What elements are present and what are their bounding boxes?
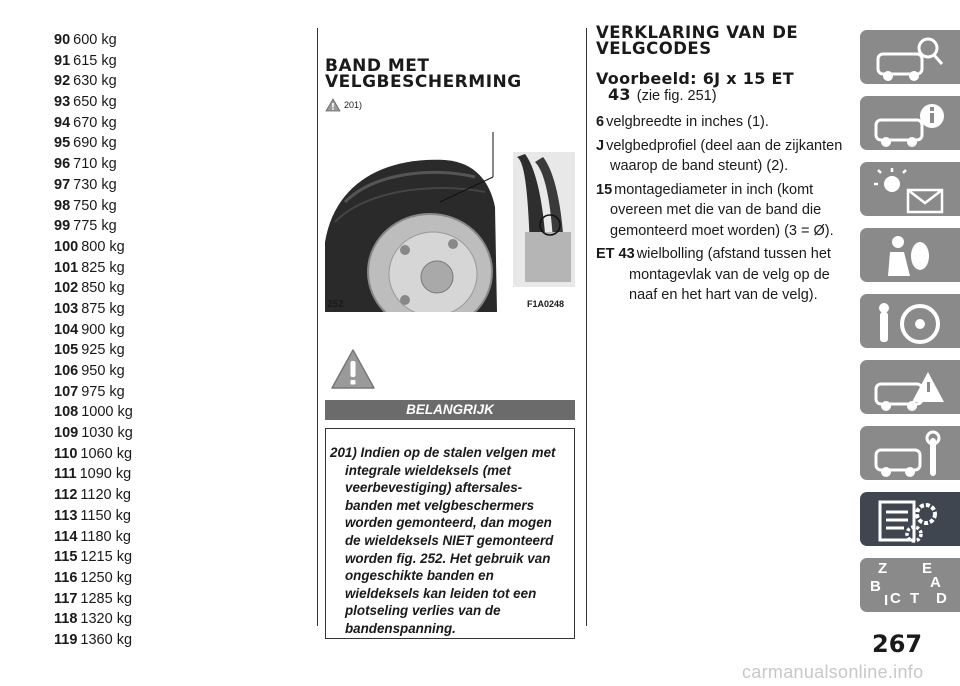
rim-protector-section <box>325 58 575 90</box>
chapter-tab[interactable] <box>860 558 960 612</box>
load-index-value: 670 kg <box>73 114 117 131</box>
load-index-row <box>54 175 284 196</box>
code-definition <box>596 180 846 242</box>
load-index-row <box>54 485 284 506</box>
load-index-number: 92 <box>54 73 71 90</box>
small-warning-icon <box>325 98 341 112</box>
load-index-row <box>54 609 284 630</box>
car-search-icon <box>870 34 950 82</box>
index-letter: I <box>884 592 889 609</box>
warning-reference-text: 201) <box>344 100 363 110</box>
chapter-tab[interactable] <box>860 294 960 348</box>
load-index-number: 113 <box>54 507 78 524</box>
code-description: montagediameter in inch (komt <box>614 181 814 198</box>
car-warning-icon <box>870 364 950 412</box>
load-index-number: 108 <box>54 404 79 421</box>
load-index-row <box>54 527 284 548</box>
load-index-value: 1320 kg <box>80 611 133 628</box>
load-index-row <box>54 258 284 279</box>
load-index-number: 94 <box>54 114 71 131</box>
load-index-value: 1150 kg <box>80 507 131 524</box>
column-divider-left <box>317 28 318 626</box>
car-info-icon <box>870 100 950 148</box>
code-definition <box>596 112 846 133</box>
figure-code: F1A0248 <box>527 299 565 309</box>
load-index-value: 1030 kg <box>81 425 133 442</box>
load-index-value: 1285 kg <box>80 590 133 607</box>
warning-line: de wieldeksels NIET gemonteerd <box>345 532 554 548</box>
airbag-person-icon <box>870 232 950 280</box>
load-index-value: 925 kg <box>81 342 125 359</box>
load-index-number: 112 <box>54 487 78 504</box>
warning-line: worden gemonteerd, dan mogen <box>345 515 552 531</box>
code-key: ET 43 <box>596 246 635 262</box>
load-index-row <box>54 423 284 444</box>
load-index-row <box>54 506 284 527</box>
index-letter: C <box>890 590 901 607</box>
load-index-row <box>54 196 284 217</box>
load-index-number: 90 <box>54 32 71 48</box>
index-letter: B <box>870 578 881 595</box>
warning-line: worden fig. 252. Het gebruik van <box>345 550 551 566</box>
index-letter: A <box>930 574 941 591</box>
load-index-value: 600 kg <box>73 32 117 48</box>
load-index-value: 1180 kg <box>80 528 131 545</box>
warning-header: BELANGRIJK <box>325 400 575 420</box>
index-letter: E <box>922 560 933 577</box>
watermark: carmanualsonline.info <box>742 662 924 682</box>
load-index-row <box>54 320 284 341</box>
load-index-value: 1090 kg <box>79 466 132 483</box>
load-index-row <box>54 361 284 382</box>
rim-codes-title-line1: VERKLARING VAN DE <box>596 23 799 42</box>
load-index-number: 117 <box>54 590 78 607</box>
code-key: J <box>596 137 605 154</box>
load-index-number: 109 <box>54 425 79 442</box>
load-index-number: 116 <box>54 569 78 586</box>
example-line2: 43 <box>608 85 631 104</box>
index-letter: Z <box>878 560 888 577</box>
load-index-list <box>54 30 284 651</box>
chapter-tab[interactable] <box>860 162 960 216</box>
warning-line: plotseling verlies van de <box>345 603 501 619</box>
alphabet-index-icon <box>870 560 950 610</box>
load-index-number: 114 <box>54 528 78 545</box>
chapter-tab[interactable] <box>860 228 960 282</box>
load-index-row <box>54 382 284 403</box>
light-mail-icon <box>870 166 950 214</box>
page-number: 267 <box>872 630 923 658</box>
code-description: wielbolling (afstand tussen het <box>636 246 831 262</box>
load-index-value: 1215 kg <box>80 549 133 566</box>
load-index-value: 800 kg <box>81 238 125 255</box>
load-index-row <box>54 30 284 51</box>
load-index-row <box>54 340 284 361</box>
load-index-number: 106 <box>54 363 79 379</box>
load-index-number: 101 <box>54 259 79 276</box>
code-description: velgbedprofiel (deel aan de zijkanten <box>606 137 843 154</box>
code-definitions <box>596 112 846 306</box>
load-index-value: 750 kg <box>73 197 117 214</box>
load-index-value: 825 kg <box>81 259 125 276</box>
code-key: 15 <box>596 181 613 198</box>
load-index-value: 1120 kg <box>80 487 131 504</box>
load-index-value: 875 kg <box>81 300 125 317</box>
section-title-line1: BAND MET <box>325 56 430 76</box>
code-definition <box>596 244 846 306</box>
warning-text <box>330 444 568 638</box>
warning-reference <box>325 98 362 112</box>
load-index-value: 850 kg <box>81 280 125 297</box>
warning-line: integrale wieldeksels (met <box>345 462 511 478</box>
load-index-value: 1250 kg <box>80 569 133 586</box>
code-definition <box>596 136 846 177</box>
load-index-number: 95 <box>54 135 71 152</box>
example-line1: Voorbeeld: 6J x 15 ET <box>596 69 794 88</box>
load-index-value: 710 kg <box>73 156 117 173</box>
code-description-continued: naaf en het hart van de velg). <box>629 287 818 303</box>
load-index-number: 103 <box>54 300 79 317</box>
load-index-number: 96 <box>54 156 71 173</box>
load-index-value: 1360 kg <box>80 631 133 648</box>
load-index-row <box>54 444 284 465</box>
load-index-value: 1000 kg <box>81 404 133 421</box>
load-index-number: 110 <box>54 445 78 462</box>
warning-line: wieldeksels kan leiden tot een <box>345 585 537 601</box>
load-index-number: 111 <box>54 466 77 483</box>
load-index-number: 118 <box>54 611 78 628</box>
load-index-row <box>54 113 284 134</box>
example-figure-ref: (zie fig. 251) <box>636 88 717 104</box>
tyre-figure <box>325 132 575 312</box>
steering-tools-icon <box>870 298 950 346</box>
load-index-value: 775 kg <box>73 218 117 235</box>
load-index-value: 650 kg <box>73 94 117 111</box>
load-index-number: 115 <box>54 549 78 566</box>
rim-codes-section <box>596 25 846 306</box>
load-index-row <box>54 278 284 299</box>
load-index-value: 615 kg <box>73 52 117 69</box>
load-index-number: 91 <box>54 52 71 69</box>
warning-line: banden met velgbeschermers <box>345 497 535 513</box>
load-index-number: 100 <box>54 238 79 255</box>
load-index-row <box>54 402 284 423</box>
figure-number: 252 <box>327 299 344 310</box>
warning-line: ongeschikte banden en <box>345 568 494 584</box>
load-index-value: 1060 kg <box>80 445 133 462</box>
index-letter: T <box>910 590 920 607</box>
load-index-value: 975 kg <box>81 383 125 400</box>
load-index-row <box>54 216 284 237</box>
example-heading <box>596 71 846 104</box>
load-index-value: 690 kg <box>73 135 117 152</box>
load-index-number: 99 <box>54 218 71 235</box>
chapter-tab[interactable] <box>860 30 960 84</box>
code-key: 6 <box>596 114 605 130</box>
chapter-tab[interactable] <box>860 492 960 546</box>
load-index-number: 105 <box>54 342 79 359</box>
load-index-row <box>54 51 284 72</box>
section-title-line2: VELGBESCHERMING <box>325 72 522 92</box>
load-index-value: 950 kg <box>81 363 125 379</box>
chapter-tab[interactable] <box>860 426 960 480</box>
load-index-number: 119 <box>54 631 78 648</box>
load-index-row <box>54 630 284 651</box>
load-index-row <box>54 71 284 92</box>
code-description-continued: waarop de band steunt) (2). <box>610 158 789 174</box>
load-index-value: 630 kg <box>73 73 117 90</box>
index-letter: D <box>936 590 947 607</box>
code-description-continued: gemonteerd moet worden) (3 = Ø). <box>610 222 834 239</box>
column-divider-right <box>586 28 587 626</box>
warning-line: veerbevestiging) aftersales- <box>345 480 523 496</box>
chapter-tab[interactable] <box>860 360 960 414</box>
car-wrench-icon <box>870 430 950 478</box>
load-index-value: 900 kg <box>81 321 125 338</box>
load-index-value: 730 kg <box>73 176 117 193</box>
load-index-number: 107 <box>54 383 79 400</box>
load-index-row <box>54 133 284 154</box>
warning-triangle-icon <box>330 348 376 390</box>
load-index-number: 98 <box>54 197 71 214</box>
load-index-number: 93 <box>54 94 71 111</box>
load-index-row <box>54 568 284 589</box>
load-index-row <box>54 92 284 113</box>
load-index-row <box>54 589 284 610</box>
list-gear-icon <box>870 496 950 544</box>
code-description-continued: montagevlak van de velg op de <box>629 266 830 283</box>
chapter-tab[interactable] <box>860 96 960 150</box>
load-index-row <box>54 299 284 320</box>
rim-codes-title-line2: VELGCODES <box>596 39 712 58</box>
load-index-number: 97 <box>54 176 71 193</box>
code-description: velgbreedte in inches (1). <box>606 114 769 130</box>
warning-line: bandenspanning. <box>345 620 456 636</box>
code-description-continued: overeen met die van de band die <box>610 202 822 218</box>
load-index-number: 104 <box>54 321 79 338</box>
load-index-number: 102 <box>54 280 79 297</box>
load-index-row <box>54 547 284 568</box>
load-index-row <box>54 154 284 175</box>
warning-lead: 201) Indien op de stalen velgen met <box>330 445 556 460</box>
load-index-row <box>54 237 284 258</box>
load-index-row <box>54 464 284 485</box>
